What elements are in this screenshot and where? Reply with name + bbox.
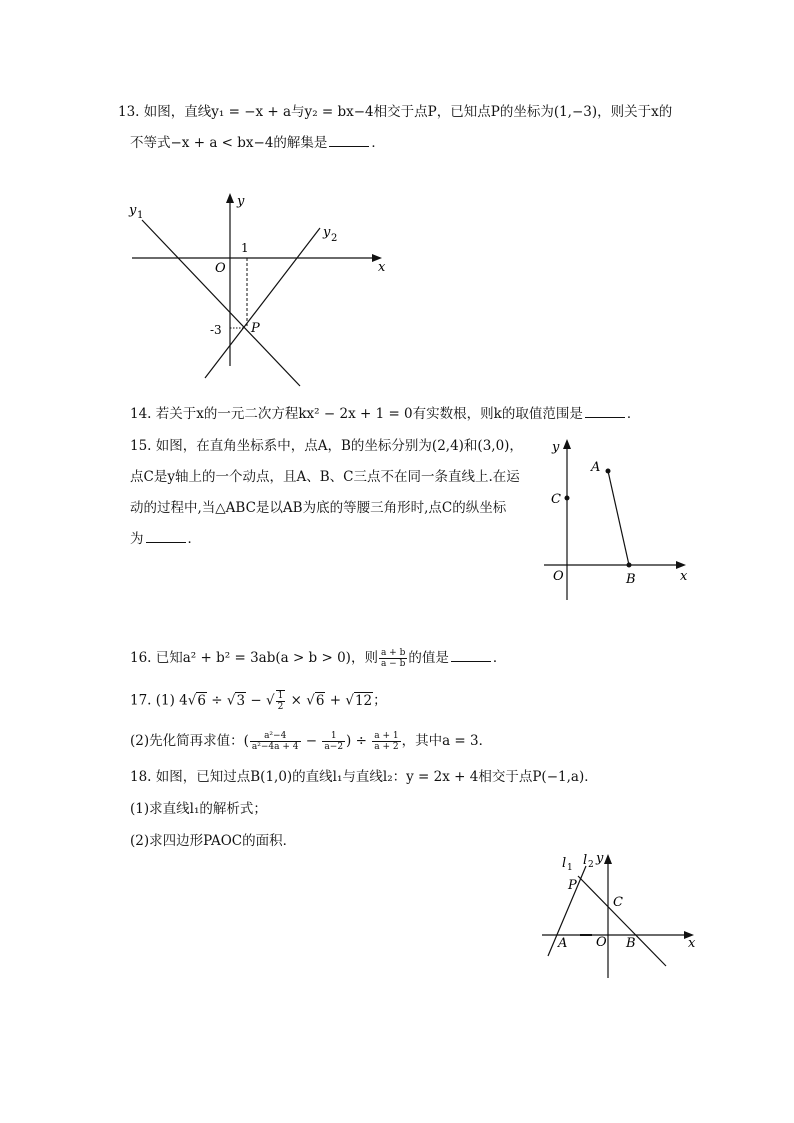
l2-label: l [583,853,588,868]
answer-blank [329,134,369,147]
q15-line3: 动的过程中,当△ABC是以AB为底的等腰三角形时,点C的纵坐标 [130,500,507,516]
point-b-label: B [626,572,636,587]
q18-line2: (1)求直线l₁的解析式； [130,801,267,817]
q17-part1: 17. (1) 4√6 ÷ √3 − √ $\frac{1}{2}$ × √6 + √12； [130,691,387,712]
l1-sub: 1 [567,863,573,873]
l2-sub: 2 [588,860,594,870]
y-axis-label: y [552,440,560,455]
q15-line1: 15. 如图，在直角坐标系中，点A，B的坐标分别为(2,4)和(3,0)， [130,438,523,454]
origin-label: O [596,935,607,950]
q13-line1: 13. 如图，直线y₁ = −x + a与y₂ = bx−4相交于点P，已知点P的坐标为(1,−3)，则关于x的 [118,104,673,120]
origin-label: O [553,569,564,584]
figure-15 [540,435,700,607]
figure-18 [538,848,703,983]
q13-line2: 不等式−x + a < bx−4的解集是 ． [130,135,385,151]
point-a-label: A [591,460,601,475]
fraction: $\frac{a + b}{a - b}$ [380,648,406,669]
answer-blank [451,649,491,662]
q14: 14. 若关于x的一元二次方程kx² − 2x + 1 = 0有实数根，则k的取值范围是 ． [130,406,641,422]
q16: 16. 已知a² + b² = 3ab(a > b > 0)，则 $\frac{a + b}{a - b}$ 的值是 ． [130,648,507,669]
y-axis-label: y [596,851,604,866]
answer-blank [585,405,625,418]
x-axis-label: x [378,260,386,275]
answer-blank [146,530,186,543]
origin-label: O [215,261,226,276]
x-axis-label: x [680,569,688,584]
l1-label: l [562,856,567,871]
point-b-label: B [626,936,636,951]
q17-part2: (2)先化简再求值：( $\frac{\text{a²−4}}{\text{a²−4a + 4}}$ − $\frac{1}{a-2}$ ) ÷ $\frac{a + 1}{a + 2}$ ，其中a = 3． [130,731,493,752]
y1-sub: 1 [137,210,144,221]
q18-line3: (2)求四边形PAOC的面积． [130,833,297,849]
y2-sub: 2 [331,233,338,244]
y1-label: y [129,203,137,218]
q18-line1: 18. 如图，已知过点B(1,0)的直线l₁与直线l₂：y = 2x + 4相交于点P(−1,a)． [130,769,598,785]
tick-minus3: -3 [210,323,222,337]
point-c-label: C [613,895,623,910]
tick-1: 1 [241,241,249,255]
x-axis-label: x [688,936,696,951]
point-p-label: P [251,321,260,336]
point-c-label: C [551,492,561,507]
point-p-label: P [568,878,577,893]
y-axis-label: y [237,194,245,209]
y2-label: y [323,225,331,240]
q15-line2: 点C是y轴上的一个动点，且A、B、C三点不在同一条直线上.在运 [130,469,520,485]
point-a-label: A [558,936,568,951]
q15-line4: 为 ． [130,531,201,547]
figure-13 [120,188,400,393]
